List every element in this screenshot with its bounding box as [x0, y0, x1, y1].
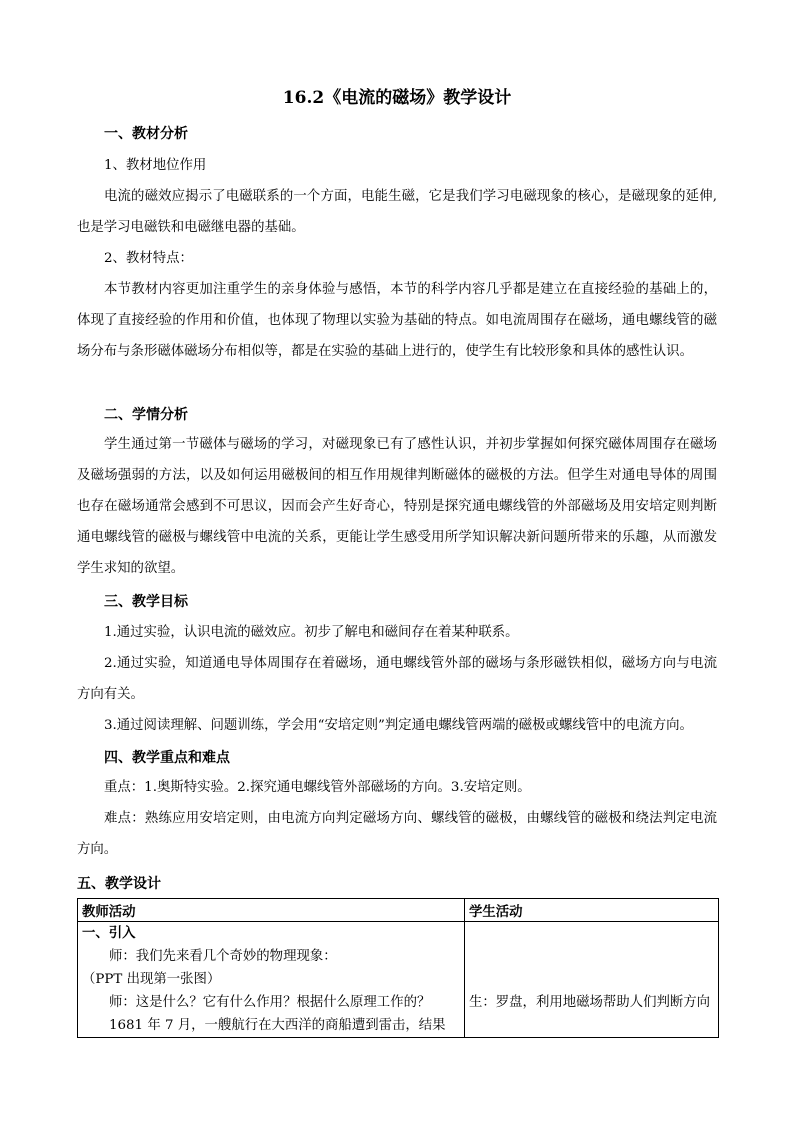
key-points: 重点：1.奥斯特实验。2.探究通电螺线管外部磁场的方向。3.安培定则。 [104, 780, 531, 795]
teacher-line: 师：这是什么？它有什么作用？根据什么原理工作的？ [109, 995, 431, 1010]
teacher-line: 师：我们先来看几个奇妙的物理现象： [109, 949, 337, 964]
table-row [78, 922, 719, 1038]
student-response: 生：罗盘，利用地磁场帮助人们判断方向 [469, 995, 711, 1010]
section-heading-1: 一、教材分析 [104, 126, 188, 142]
teacher-activity-cell [78, 922, 465, 1038]
goal-1: 1.通过实验，认识电流的磁效应。初步了解电和磁间存在着某种联系。 [104, 625, 519, 640]
section-heading-3: 三、教学目标 [104, 594, 188, 610]
goal-3: 3.通过阅读理解、问题训练，学会用“安培定则”判定通电螺线管两端的磁极或螺线管中的电流方向。 [104, 718, 693, 733]
table-header-row [78, 899, 719, 922]
difficult-points: 难点：熟练应用安培定则，由电流方向判定磁场方向、螺线管的磁极，由螺线管的磁极和绕法判定电流方向。 [77, 811, 717, 857]
document-title: 16.2《电流的磁场》教学设计 [282, 88, 512, 108]
teacher-line-intro: 一、引入 [82, 925, 136, 941]
paragraph-2: 学生通过第一节磁体与磁场的学习，对磁现象已有了感性认识，并初步掌握如何探究磁体周围存在磁场及磁场强弱的方法，以及如何运用磁极间的相互作用规律判断磁体的磁极的方法。但学生对通电导体的周围也存在磁场通常会感到不可思议，因而会产生好奇心，特别是探究通电螺线管的外部磁场及用安培定则判断通电螺线管的磁极与螺线管中电流的关系，更能让学生感受用所学知识解决新问题所带来的乐趣，从而激发学生求知的欲望。 [77, 437, 717, 576]
section-heading-5: 五、教学设计 [77, 876, 161, 892]
section-heading-2: 二、学情分析 [104, 407, 188, 423]
paragraph-1-1: 电流的磁效应揭示了电磁联系的一个方面，电能生磁，它是我们学习电磁现象的核心，是磁现象的延伸,也是学习电磁铁和电磁继电器的基础。 [77, 189, 717, 235]
subheading-1-1: 1、教材地位作用 [104, 158, 207, 173]
goal-2: 2.通过实验，知道通电导体周围存在着磁场，通电螺线管外部的磁场与条形磁铁相似，磁场方向与电流方向有关。 [77, 656, 717, 702]
teaching-design-table [77, 898, 719, 1038]
paragraph-1-2: 本节教材内容更加注重学生的亲身体验与感悟，本节的科学内容几乎都是建立在直接经验的基础上的，体现了直接经验的作用和价值，也体现了物理以实验为基础的特点。如电流周围存在磁场，通电螺线管的磁场分布与条形磁体磁场分布相似等，都是在实验的基础上进行的，使学生有比较形象和具体的感性认识。 [77, 282, 717, 359]
column-header-teacher: 教师活动 [78, 899, 465, 922]
column-header-student: 学生活动 [465, 899, 719, 922]
teacher-line: （PPT 出现第一张图） [82, 972, 221, 987]
subheading-1-2: 2、教材特点： [104, 251, 193, 266]
section-heading-4: 四、教学重点和难点 [104, 750, 230, 766]
student-activity-cell [465, 922, 719, 1038]
teacher-line: 1681 年 7 月，一艘航行在大西洋的商船遭到雷击，结果 [109, 1018, 446, 1033]
